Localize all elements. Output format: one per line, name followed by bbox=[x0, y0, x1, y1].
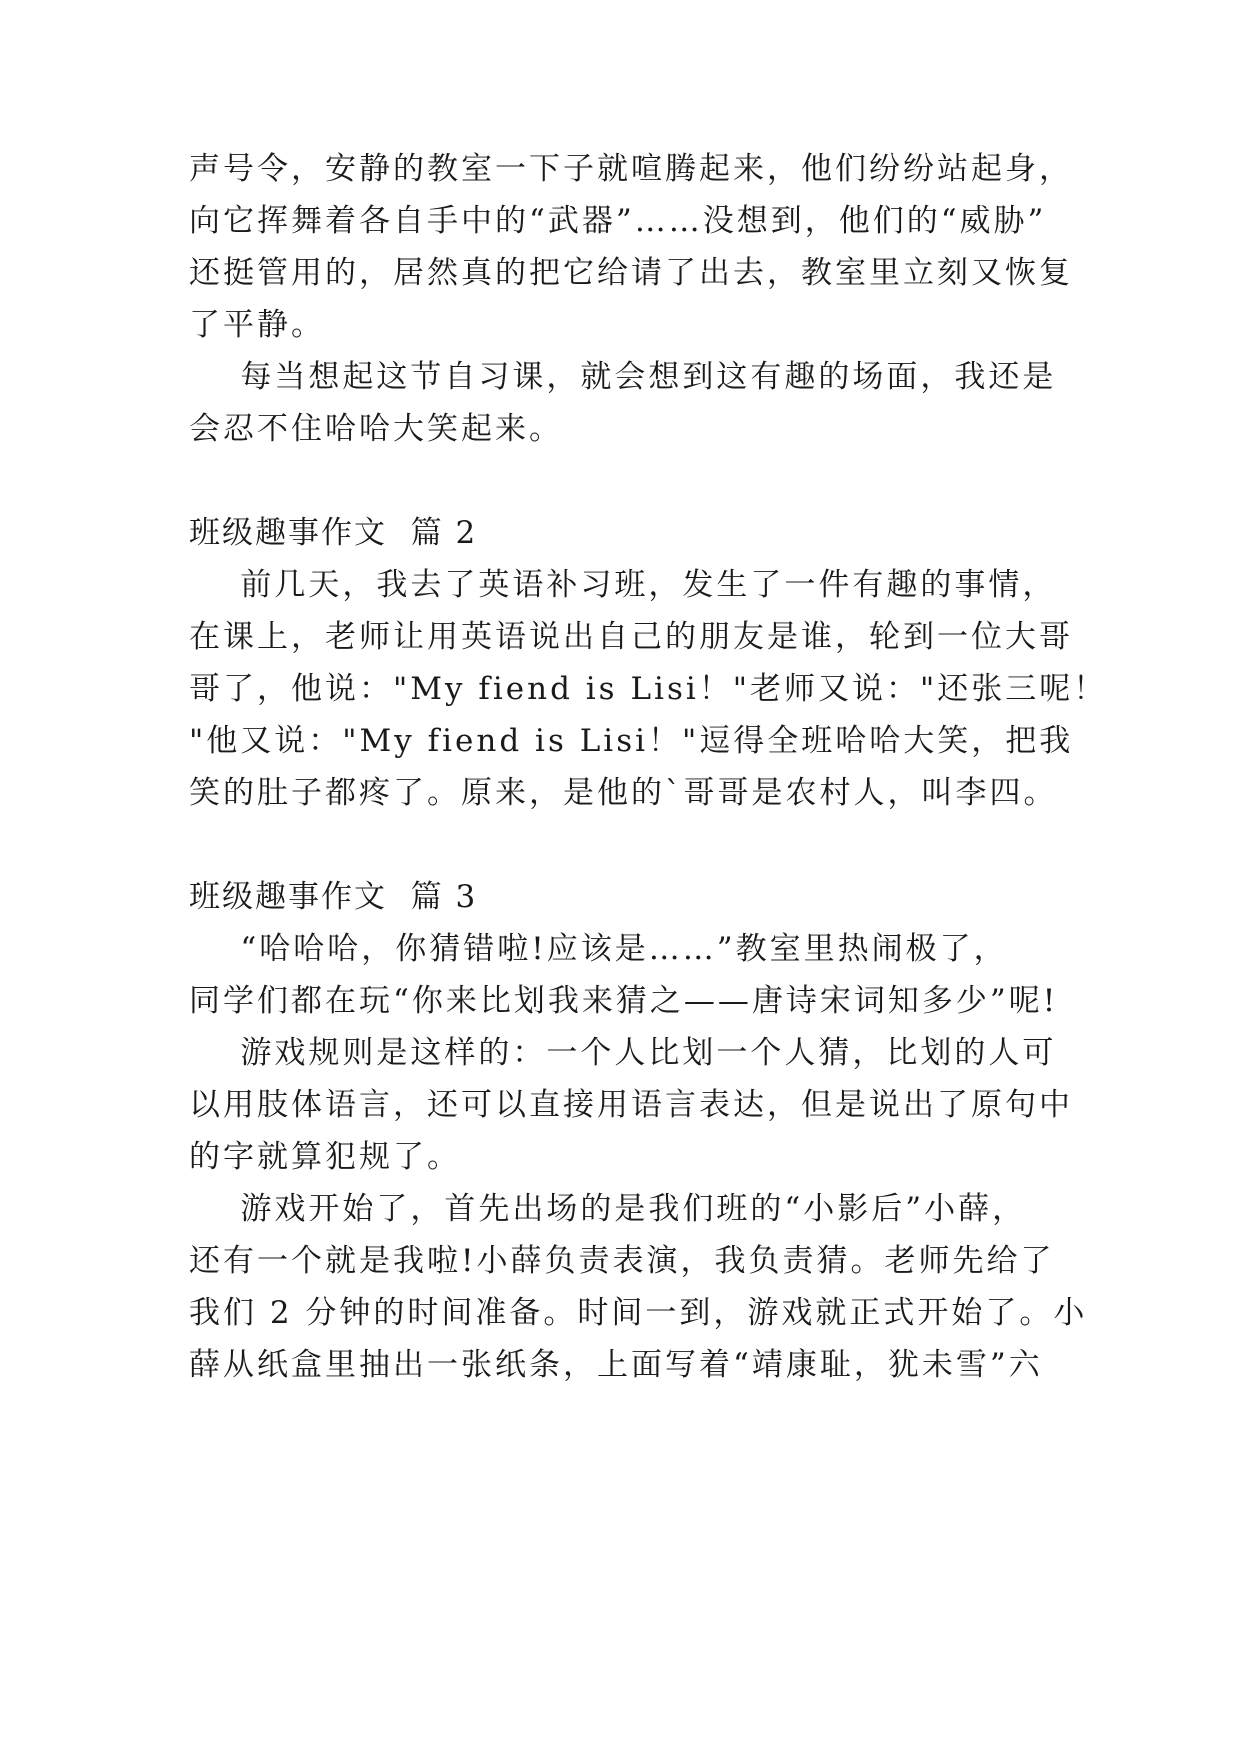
paragraph-line: 哥了，他说："My fiend is Lisi！"老师又说："还张三呢！ bbox=[189, 671, 1108, 707]
paragraph-line: 还挺管用的，居然真的把它给请了出去，教室里立刻又恢复 bbox=[189, 255, 1073, 291]
section-heading: 班级趣事作文 篇 2 bbox=[189, 515, 478, 551]
paragraph-line: 了平静。 bbox=[189, 307, 325, 343]
paragraph-line: 游戏开始了，首先出场的是我们班的“小影后”小薛， bbox=[189, 1191, 1027, 1227]
section-heading: 班级趣事作文 篇 3 bbox=[189, 879, 478, 915]
paragraph-line: 在课上，老师让用英语说出自己的朋友是谁，轮到一位大哥 bbox=[189, 619, 1073, 655]
paragraph-line: 向它挥舞着各自手中的“武器”……没想到，他们的“威胁” bbox=[189, 203, 1047, 239]
paragraph-line: 会忍不住哈哈大笑起来。 bbox=[189, 411, 563, 447]
paragraph-line: 以用肢体语言，还可以直接用语言表达，但是说出了原句中 bbox=[189, 1087, 1073, 1123]
paragraph-line: 还有一个就是我啦!小薛负责表演，我负责猜。老师先给了 bbox=[189, 1243, 1055, 1279]
paragraph-line: 笑的肚子都疼了。原来，是他的`哥哥是农村人，叫李四。 bbox=[189, 775, 1058, 811]
paragraph-line: 前几天，我去了英语补习班，发生了一件有趣的事情， bbox=[189, 567, 1057, 603]
paragraph-line: 薛从纸盒里抽出一张纸条，上面写着“靖康耻，犹未雪”六 bbox=[189, 1347, 1043, 1383]
paragraph-line: 的字就算犯规了。 bbox=[189, 1139, 461, 1175]
paragraph-line: 同学们都在玩“你来比划我来猜之——唐诗宋词知多少”呢! bbox=[189, 983, 1059, 1019]
paragraph-line: "他又说："My fiend is Lisi！"逗得全班哈哈大笑，把我 bbox=[189, 723, 1074, 759]
paragraph-line: 每当想起这节自习课，就会想到这有趣的场面，我还是 bbox=[189, 359, 1057, 395]
paragraph-line: 我们 2 分钟的时间准备。时间一到，游戏就正式开始了。小 bbox=[189, 1295, 1088, 1331]
paragraph-line: 游戏规则是这样的：一个人比划一个人猜，比划的人可 bbox=[189, 1035, 1057, 1071]
paragraph-line: “哈哈哈，你猜错啦!应该是……”教室里热闹极了， bbox=[189, 931, 1008, 967]
paragraph-line: 声号令，安静的教室一下子就喧腾起来，他们纷纷站起身， bbox=[189, 151, 1073, 187]
